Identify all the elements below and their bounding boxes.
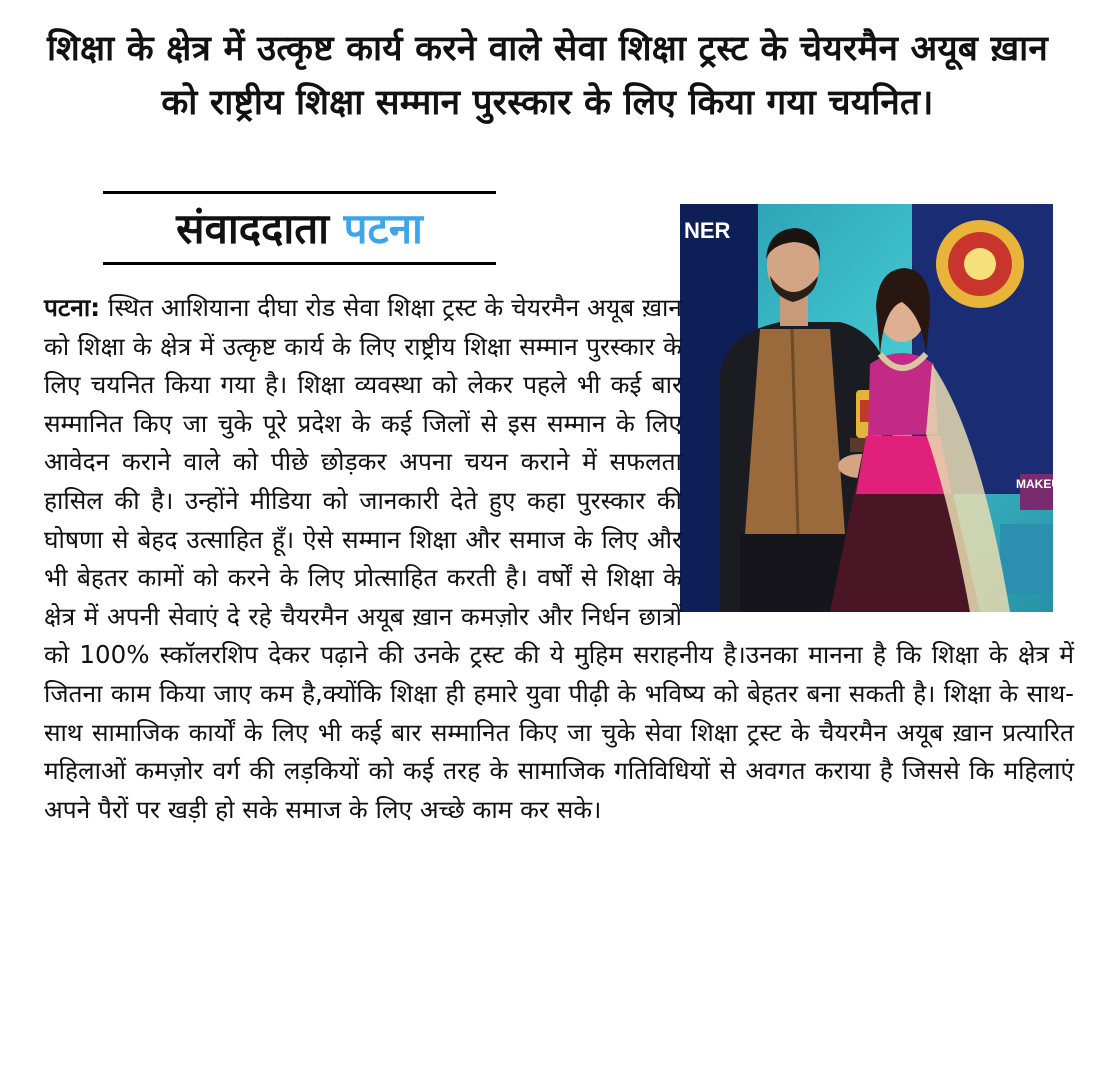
article-text: स्थित आशियाना दीघा रोड सेवा शिक्षा ट्रस्ट के चेयरमैन अयूब ख़ान को शिक्षा के क्षेत्र में उत्कृष्ट कार्य के लिए राष्ट्रीय शिक्षा सम्मान पुरस्कार के लिए चयनित किया गया है। शिक्षा व्यवस्था को लेकर पहले भी कई बार सम्मानित किए जा चुके पूरे प्रदेश के कई जिलों से इस सम्मान के लिए आवेदन कराने वाले को पीछे छोड़कर अपना चयन कराने में सफलता हासिल की है। उन्होंने मीडिया को जानकारी देते हुए कहा पुरस्कार की घोषणा से बेहद उत्साहित हूँ। ऐसे सम्मान शिक्षा और समाज के लिए और भी बेहतर कामों को करने के लिए प्रोत्साहित करती है। वर्षों से शिक्षा के क्षेत्र में अपनी सेवाएं दे रहे चैयरमैन अयूब ख़ान कमज़ोर और निर्धन छात्रों को 100% स्कॉलरशिप देकर पढ़ाने की उनके ट्रस्ट की ये मुहिम सराहनीय है।उनका मानना है कि शिक्षा के क्षेत्र में जितना काम किया जाए कम है,क्योंकि शिक्षा ही हमारे युवा पीढ़ी के भविष्य को बेहतर बना सकती है। शिक्षा के साथ-साथ सामाजिक कार्यों के लिए भी कई बार सम्मानित किए जा चुके सेवा शिक्षा ट्रस्ट के चैयरमैन अयूब ख़ान प्रत्यारित महिलाओं कमज़ोर वर्ग की लड़कियों को कई तरह के सामाजिक गतिविधियों से अवगत कराया है जिससे कि महिलाएं अपने पैरों पर खड़ी हो सके समाज के लिए अच्छे काम कर सके। xyxy=(44,293,1074,824)
article-body xyxy=(44,289,1074,1059)
byline xyxy=(103,198,496,260)
byline-role: संवाददाता xyxy=(176,204,330,253)
dateline: पटना: xyxy=(44,293,101,322)
photo-wrap-space xyxy=(682,289,1074,619)
byline-place: पटना xyxy=(343,204,423,253)
backdrop-text: MAKEUP xyxy=(1016,477,1069,491)
byline-top-rule xyxy=(103,191,496,194)
byline-bottom-rule xyxy=(103,262,496,265)
banner-text: NER xyxy=(684,218,731,243)
headline: शिक्षा के क्षेत्र में उत्कृष्ट कार्य करने वाले सेवा शिक्षा ट्रस्ट के चेयरमैन अयूब ख़ान को राष्ट्रीय शिक्षा सम्मान पुरस्कार के लिए किया गया चयनित। xyxy=(46,29,1049,123)
